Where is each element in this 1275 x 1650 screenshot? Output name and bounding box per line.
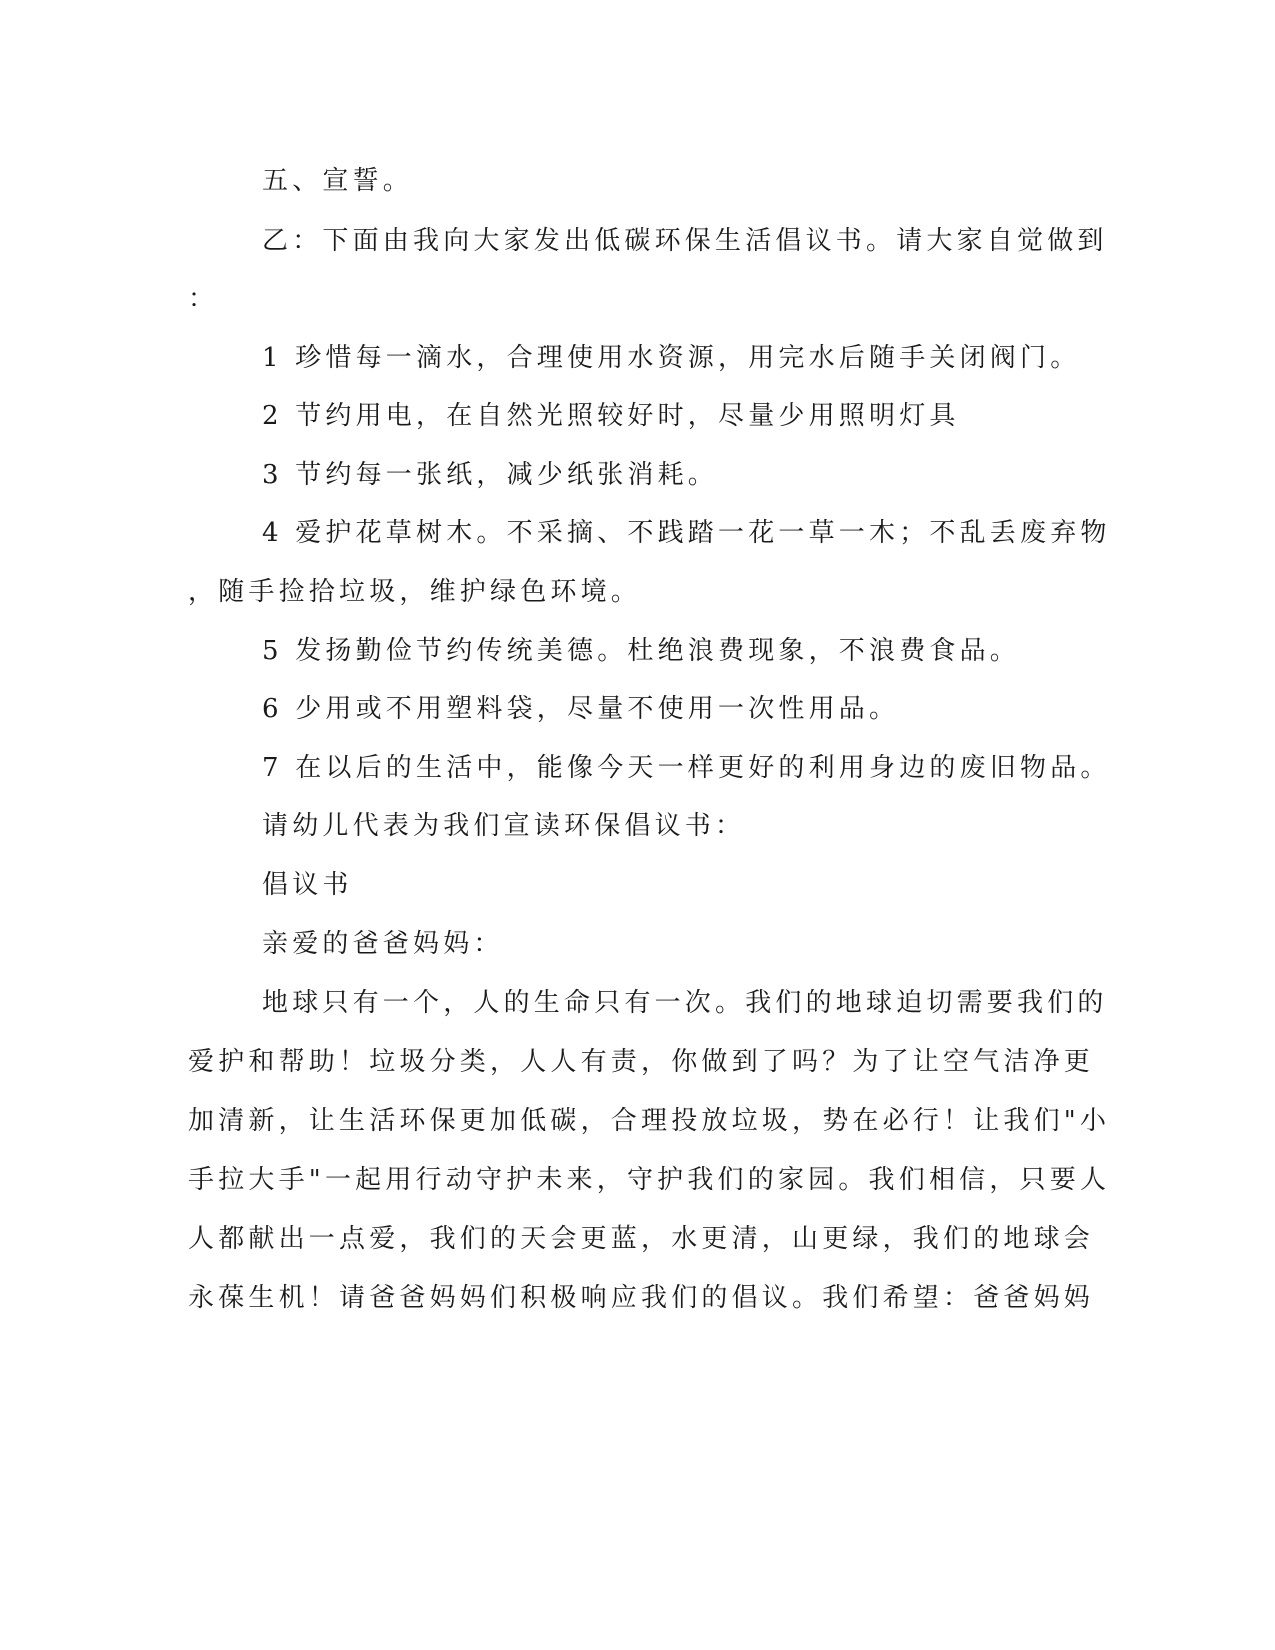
paragraph-line: 地球只有一个，人的生命只有一次。我们的地球迫切需要我们的: [262, 988, 1108, 1018]
list-item: 5 发扬勤俭节约传统美德。杜绝浪费现象，不浪费食品。: [262, 636, 1021, 666]
list-item: 7 在以后的生活中，能像今天一样更好的利用身边的废旧物品。: [262, 753, 1111, 783]
list-item: 3 节约每一张纸，减少纸张消耗。: [262, 460, 719, 490]
list-item: 2 节约用电，在自然光照较好时，尽量少用照明灯具: [262, 401, 960, 431]
letter-title: 倡议书: [262, 870, 353, 900]
paragraph-line: 爱护和帮助！垃圾分类，人人有责，你做到了吗？为了让空气洁净更: [188, 1047, 1095, 1077]
paragraph-line: 乙：下面由我向大家发出低碳环保生活倡议书。请大家自觉做到: [262, 226, 1108, 256]
letter-salutation: 亲爱的爸爸妈妈：: [262, 929, 504, 959]
paragraph-line: 请幼儿代表为我们宣读环保倡议书：: [262, 811, 746, 841]
list-item-continuation: ，随手捡拾垃圾，维护绿色环境。: [188, 577, 642, 607]
list-item: 4 爱护花草树木。不采摘、不践踏一花一草一木；不乱丢废弃物: [262, 518, 1111, 548]
list-item: 1 珍惜每一滴水，合理使用水资源，用完水后随手关闭阀门。: [262, 343, 1081, 373]
paragraph-line: 加清新，让生活环保更加低碳，合理投放垃圾，势在必行！让我们"小: [188, 1106, 1111, 1136]
paragraph-line: 人都献出一点爱，我们的天会更蓝，水更清，山更绿，我们的地球会: [188, 1224, 1095, 1254]
paragraph-line: ：: [188, 284, 219, 314]
paragraph-line: 手拉大手"一起用行动守护未来，守护我们的家园。我们相信，只要人: [188, 1165, 1111, 1195]
paragraph-line: 永葆生机！请爸爸妈妈们积极响应我们的倡议。我们希望：爸爸妈妈: [188, 1283, 1095, 1313]
section-heading: 五、宣誓。: [262, 166, 414, 196]
list-item: 6 少用或不用塑料袋，尽量不使用一次性用品。: [262, 694, 900, 724]
